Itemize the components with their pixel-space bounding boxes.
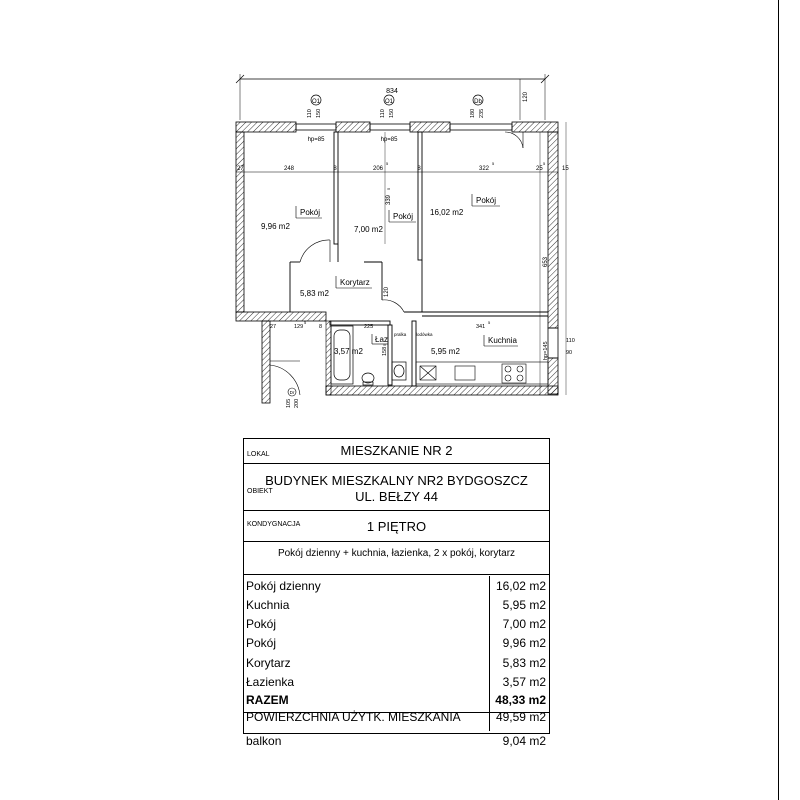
svg-text:Db: Db bbox=[474, 99, 482, 105]
svg-text:Korytarz: Korytarz bbox=[340, 278, 370, 287]
obiekt-label: OBIEKT bbox=[247, 488, 273, 495]
svg-text:341: 341 bbox=[476, 324, 486, 330]
room-label-bathroom bbox=[334, 334, 388, 356]
svg-text:158: 158 bbox=[382, 346, 388, 356]
svg-text:110: 110 bbox=[307, 109, 313, 118]
area-row-usable: POWIERZCHNIA UŻYTK. MIESZKANIA 49,59 m2 bbox=[246, 710, 546, 724]
window-marker-1 bbox=[307, 95, 325, 143]
door-marker-balcony bbox=[470, 95, 485, 118]
lokal-value: MIESZKANIE NR 2 bbox=[340, 443, 453, 458]
apartment-description: Pokój dzienny + kuchnia, łazienka, 2 x pokój, korytarz bbox=[277, 548, 516, 559]
svg-text:5: 5 bbox=[492, 161, 495, 166]
svg-text:235: 235 bbox=[479, 108, 485, 118]
svg-text:pralka: pralka bbox=[394, 332, 407, 337]
svg-text:7,00 m2: 7,00 m2 bbox=[354, 225, 383, 234]
svg-text:5: 5 bbox=[386, 187, 391, 190]
room-label-living-room bbox=[430, 194, 500, 217]
area-row-balcony: balkon 9,04 m2 bbox=[246, 734, 546, 748]
dim-right-top: 120 bbox=[523, 91, 529, 102]
svg-text:248: 248 bbox=[283, 166, 295, 172]
svg-text:hp=85: hp=85 bbox=[380, 137, 398, 143]
svg-text:27: 27 bbox=[270, 324, 277, 330]
obiekt-row bbox=[244, 464, 549, 511]
svg-text:9,96 m2: 9,96 m2 bbox=[261, 222, 290, 231]
svg-text:Łaz: Łaz bbox=[375, 335, 388, 344]
kondygnacja-label: KONDYGNACJA bbox=[247, 521, 301, 528]
kitchen-counter-icon bbox=[416, 362, 548, 384]
svg-text:Pokój: Pokój bbox=[476, 196, 497, 205]
svg-text:Dr: Dr bbox=[289, 390, 295, 395]
kondygnacja-value: 1 PIĘTRO bbox=[366, 519, 427, 534]
description-row bbox=[244, 542, 549, 575]
lokal-label: LOKAL bbox=[247, 451, 270, 458]
svg-text:5: 5 bbox=[543, 161, 546, 166]
svg-text:5: 5 bbox=[488, 320, 491, 325]
svg-text:90: 90 bbox=[566, 350, 573, 356]
lokal-row bbox=[244, 439, 549, 464]
area-row-living-room: Pokój dzienny 16,02 m2 bbox=[246, 579, 546, 593]
kondygnacja-row bbox=[244, 511, 549, 542]
svg-text:8: 8 bbox=[417, 166, 421, 172]
svg-text:200: 200 bbox=[294, 398, 300, 408]
svg-text:206: 206 bbox=[372, 166, 384, 172]
svg-text:129: 129 bbox=[294, 324, 304, 330]
area-row-kitchen: Kuchnia 5,95 m2 bbox=[246, 598, 546, 612]
svg-text:3,57 m2: 3,57 m2 bbox=[334, 347, 363, 356]
svg-text:lodówka: lodówka bbox=[416, 332, 433, 337]
window-marker-2 bbox=[380, 95, 398, 143]
svg-text:O1: O1 bbox=[311, 99, 321, 105]
area-row-bedroom-1: Pokój 7,00 m2 bbox=[246, 617, 546, 631]
room-label-kitchen bbox=[431, 335, 518, 356]
svg-text:180: 180 bbox=[470, 108, 476, 118]
svg-text:8: 8 bbox=[333, 166, 337, 172]
obiekt-line-2: UL. BEŁZY 44 bbox=[355, 489, 438, 504]
svg-text:105: 105 bbox=[286, 398, 292, 408]
dim-total-width: 834 bbox=[386, 88, 398, 95]
svg-text:120: 120 bbox=[384, 286, 390, 298]
area-row-hallway: Korytarz 5,83 m2 bbox=[246, 656, 546, 670]
svg-text:339: 339 bbox=[386, 194, 392, 206]
inner-dimensions bbox=[236, 122, 569, 395]
svg-text:8: 8 bbox=[319, 324, 323, 330]
svg-text:150: 150 bbox=[316, 108, 322, 118]
svg-text:150: 150 bbox=[389, 108, 395, 118]
svg-text:15: 15 bbox=[562, 166, 569, 172]
svg-text:5,95 m2: 5,95 m2 bbox=[431, 347, 460, 356]
obiekt-line-1: BUDYNEK MIESZKALNY NR2 BYDGOSZCZ bbox=[265, 473, 528, 488]
svg-text:653: 653 bbox=[543, 256, 549, 268]
room-label-bedroom-1 bbox=[261, 206, 322, 231]
svg-text:225: 225 bbox=[364, 324, 374, 330]
svg-text:27: 27 bbox=[237, 166, 244, 172]
svg-text:Pokój: Pokój bbox=[300, 208, 321, 217]
svg-text:322: 322 bbox=[478, 166, 490, 172]
svg-text:5: 5 bbox=[382, 343, 387, 346]
svg-text:110: 110 bbox=[380, 109, 386, 118]
area-row-total: RAZEM 48,33 m2 bbox=[246, 693, 546, 707]
toilet-icon bbox=[362, 373, 374, 385]
area-row-bathroom: Łazienka 3,57 m2 bbox=[246, 675, 546, 689]
svg-text:Pokój: Pokój bbox=[393, 212, 414, 221]
svg-text:5: 5 bbox=[386, 161, 389, 166]
washbasin-icon bbox=[392, 362, 406, 380]
svg-text:Kuchnia: Kuchnia bbox=[488, 336, 517, 345]
area-row-bedroom-2: Pokój 9,96 m2 bbox=[246, 636, 546, 650]
svg-text:hp=145: hp=145 bbox=[543, 341, 549, 360]
svg-text:5: 5 bbox=[304, 320, 307, 325]
svg-text:110: 110 bbox=[566, 338, 575, 344]
svg-text:16,02 m2: 16,02 m2 bbox=[430, 208, 464, 217]
svg-text:25: 25 bbox=[536, 166, 543, 172]
svg-text:O1: O1 bbox=[384, 99, 394, 105]
svg-text:hp=85: hp=85 bbox=[307, 137, 325, 143]
svg-text:5,83 m2: 5,83 m2 bbox=[300, 289, 329, 298]
room-label-hallway bbox=[300, 276, 372, 298]
